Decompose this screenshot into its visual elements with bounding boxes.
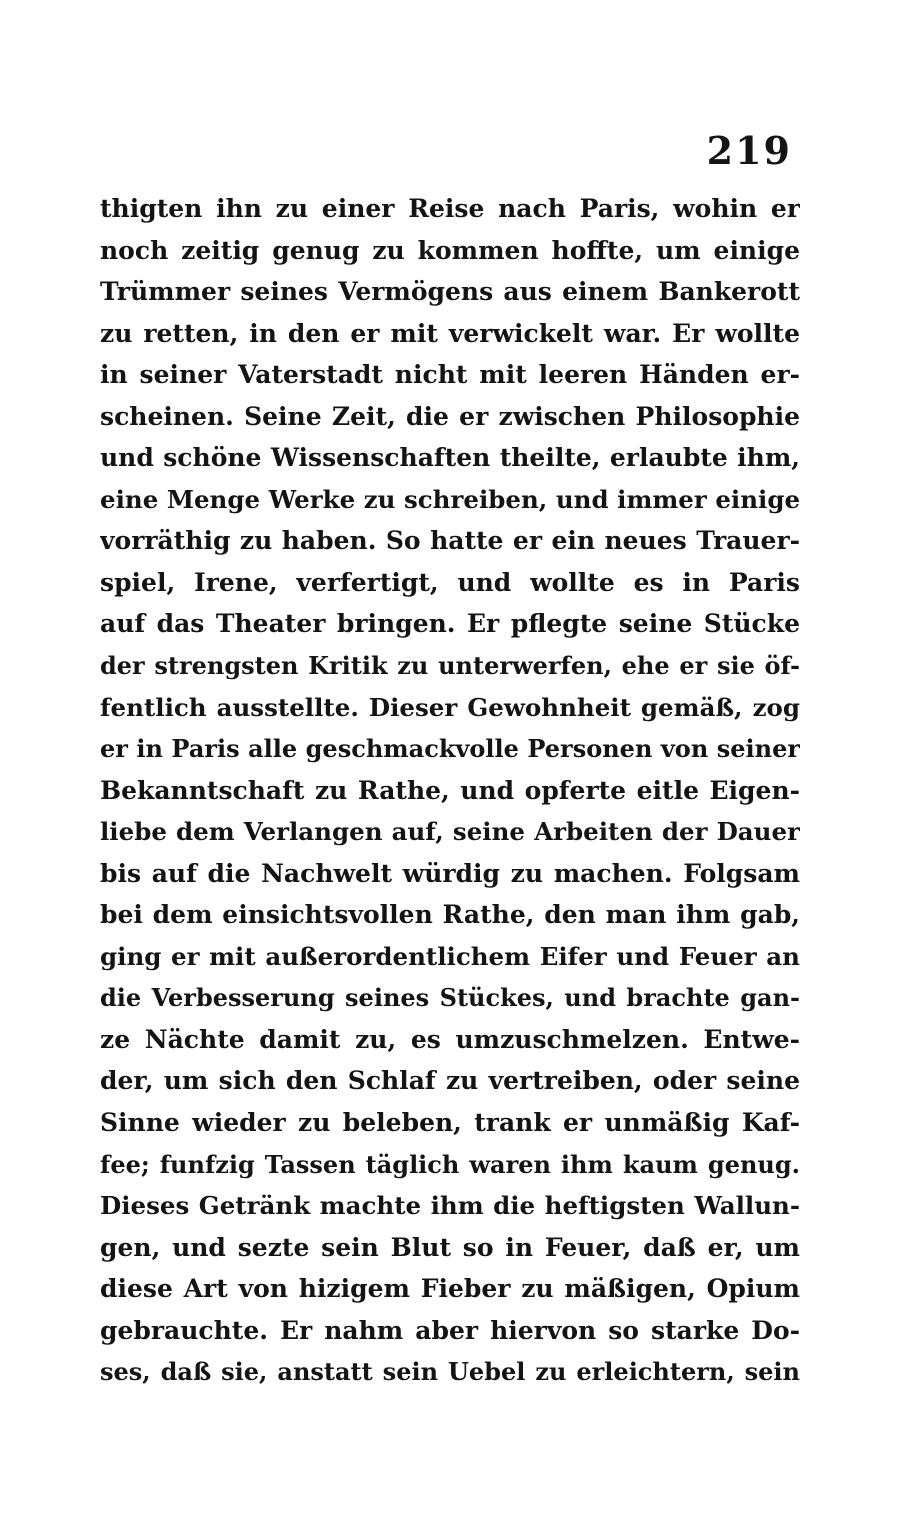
text-line: Sinne wieder zu beleben, trank er unmäßig Kaf- — [100, 1108, 800, 1138]
text-line: der strengsten Kritik zu unterwerfen, ehe er sie öf- — [100, 651, 800, 681]
text-line: der, um sich den Schlaf zu vertreiben, oder seine — [100, 1066, 800, 1096]
text-line: thigten ihn zu einer Reise nach Paris, wohin er — [100, 194, 800, 223]
text-line: ze Nächte damit zu, es umzuschmelzen. Entwe- — [100, 1024, 800, 1054]
text-line: Bekanntschaft zu Rathe, und opferte eitle Eigen- — [100, 775, 800, 805]
text-line: fentlich ausstellte. Dieser Gewohnheit gemäß, zog — [100, 692, 800, 722]
body-text — [100, 188, 800, 1393]
text-line: vorräthig zu haben. So hatte er ein neues Trauer- — [100, 526, 800, 556]
text-line: scheinen. Seine Zeit, die er zwischen Philosophie — [100, 401, 800, 431]
text-line: Trümmer seines Vermögens aus einem Bankerott — [100, 277, 800, 307]
text-line: zu retten, in den er mit verwickelt war. Er wollte — [100, 318, 800, 348]
text-line: gen, und sezte sein Blut so in Feuer, daß er, um — [100, 1232, 800, 1262]
page-number: 219 — [706, 128, 792, 173]
text-line: gebrauchte. Er nahm aber hiervon so starke Do- — [100, 1315, 800, 1345]
text-line: die Verbesserung seines Stückes, und brachte gan- — [100, 983, 800, 1013]
text-line: spiel, Irene, verfertigt, und wollte es in Paris — [100, 567, 800, 597]
text-line: in seiner Vaterstadt nicht mit leeren Händen er- — [100, 360, 800, 390]
text-line: Dieses Getränk machte ihm die heftigsten Wallun- — [100, 1191, 800, 1221]
text-line: ging er mit außerordentlichem Eifer und Feuer an — [100, 941, 800, 971]
text-line: diese Art von hizigem Fieber zu mäßigen, Opium — [100, 1274, 800, 1304]
text-line: fee; funfzig Tassen täglich waren ihm kaum genug. — [100, 1149, 800, 1179]
text-line: ses, daß sie, anstatt sein Uebel zu erleichtern, sein — [100, 1357, 800, 1387]
text-line: auf das Theater bringen. Er pflegte seine Stücke — [100, 609, 800, 639]
text-line: bis auf die Nachwelt würdig zu machen. Folgsam — [100, 858, 800, 888]
text-line: bei dem einsichtsvollen Rathe, den man ihm gab, — [100, 900, 800, 930]
text-line: noch zeitig genug zu kommen hoffte, um einige — [100, 235, 800, 265]
text-line: er in Paris alle geschmackvolle Personen von seiner — [100, 734, 800, 764]
text-line: eine Menge Werke zu schreiben, und immer einige — [100, 484, 800, 514]
text-line: und schöne Wissenschaften theilte, erlaubte ihm, — [100, 443, 800, 473]
text-line: liebe dem Verlangen auf, seine Arbeiten der Dauer — [100, 817, 800, 847]
